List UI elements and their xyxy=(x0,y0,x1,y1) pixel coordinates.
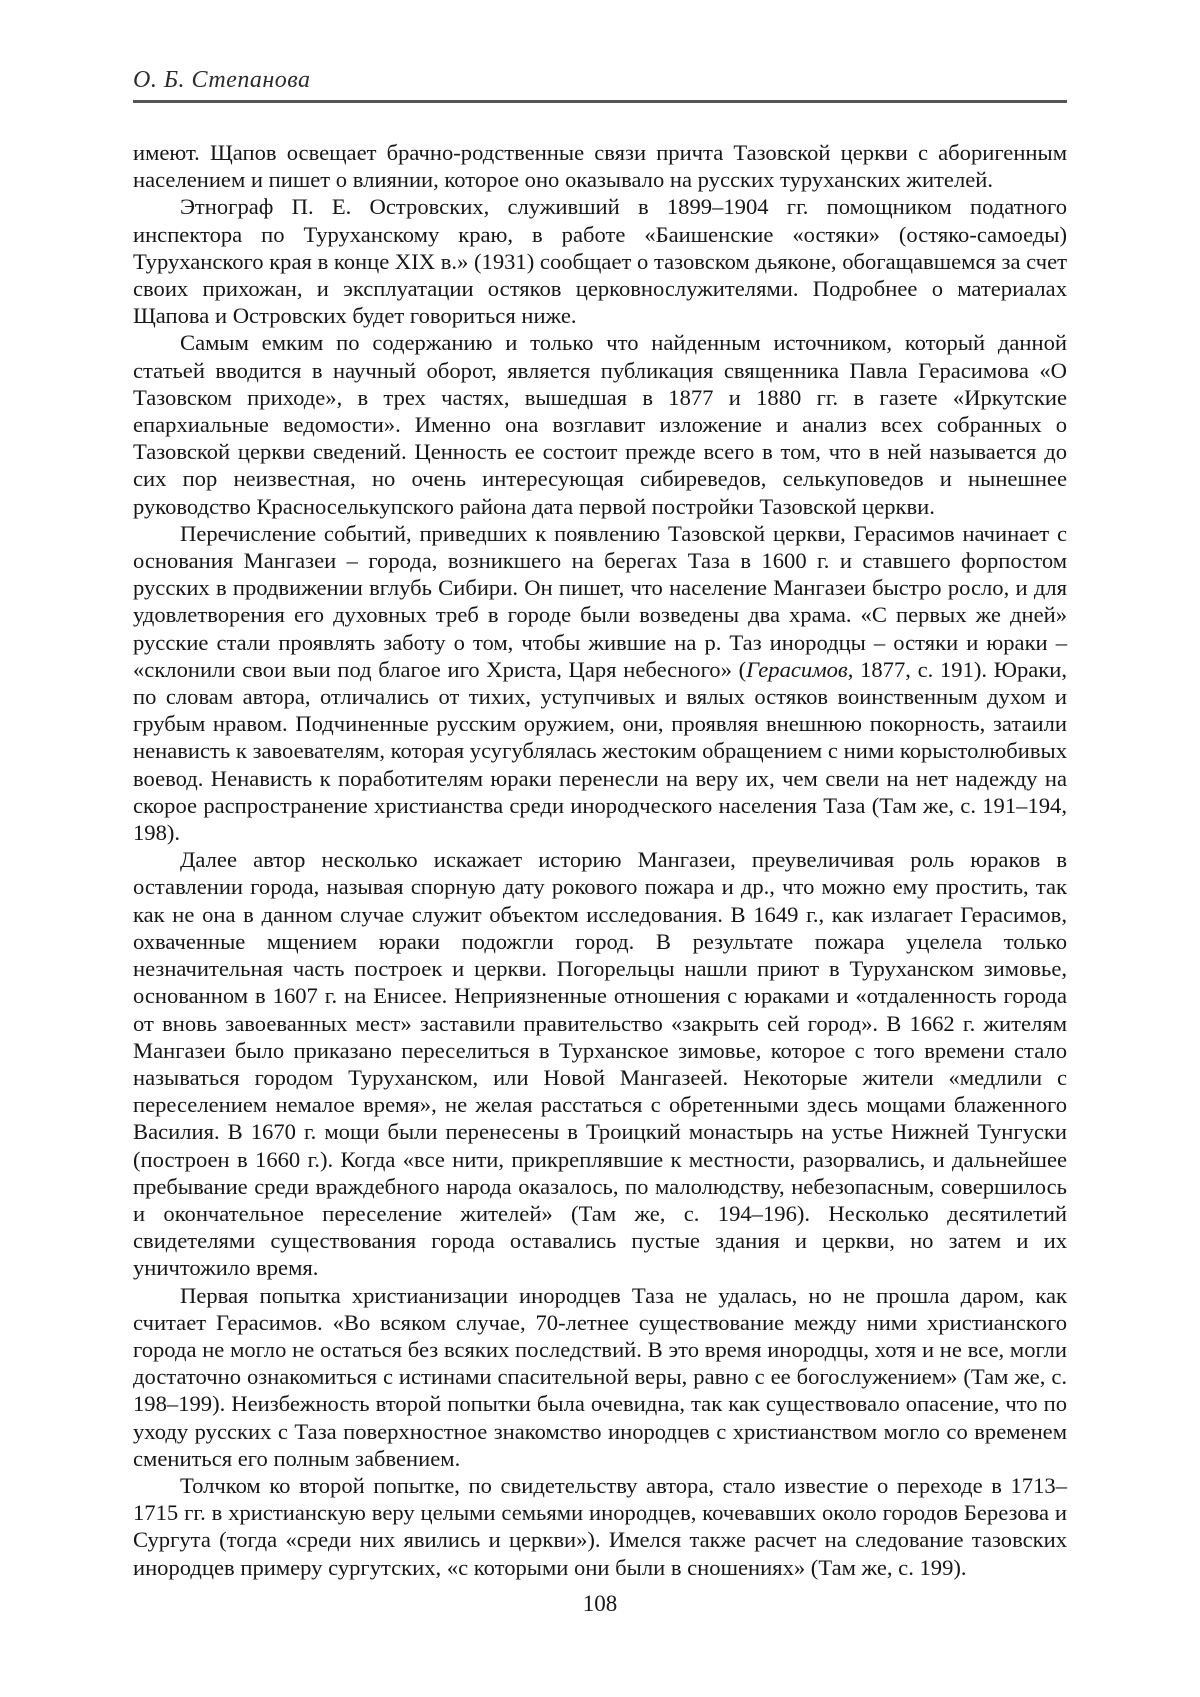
paragraph xyxy=(133,1282,1067,1472)
paragraph xyxy=(133,139,1067,193)
page-footer xyxy=(0,1590,1200,1617)
paragraph xyxy=(133,193,1067,329)
paragraph-text: Толчком ко второй попытке, по свидетельству автора, стало известие о переходе в 1713–1715 гг. в христианскую веру целыми семьями инородцев, кочевавших около городов Березова и Сургута (тогда «среди них явились и церкви»). Имелся также расчет на следование тазовских инородцев примеру сургутских, «с которыми они были в сношениях» (Там же, с. 199). xyxy=(133,1472,1067,1580)
paragraph-text: Перечисление событий, приведших к появлению Тазовской церкви, Герасимов начинает с основания Мангазеи – города, возникшего на берегах Таза в 1600 г. и ставшего форпостом русских в продвижении вглубь Сибири. Он пишет, что население Мангазеи быстро росло, и для удовлетворения его духовных треб в городе были возведены два храма. «С первых же дней» русские стали проявлять заботу о том, чтобы жившие на р. Таз инородцы – остяки и юраки – «склонили свои выи под благое иго Христа, Царя небесного» ( xyxy=(133,520,1067,682)
paragraph-text: Этнограф П. Е. Островских, служивший в 1899–1904 гг. помощником податного инспектора по Туруханскому краю, в работе «Баишенские «остяки» (остяко-самоеды) Туруханского края в конце XIX в.» (1931) сообщает о тазовском дьяконе, обогащавшемся за счет своих прихожан, и эксплуатации остяков церковнослужителями. Подробнее о материалах Щапова и Островских будет говориться ниже. xyxy=(133,194,1067,329)
page-body xyxy=(133,139,1067,1581)
paragraph-text: Первая попытка христианизации инородцев Таза не удалась, но не прошла даром, как считает Герасимов. «Во всяком случае, 70-летнее существование между ними христианского города не могло не остаться без всяких последствий. В это время инородцы, хотя и не все, могли достаточно ознакомиться с истинами спасительной веры, равно с ее богослужением» (Там же, с. 198–199). Неизбежность второй попытки была очевидна, так как существовало опасение, что по уходу русских с Таза поверхностное знакомство инородцев с христианством могло со временем смениться его полным забвением. xyxy=(133,1282,1067,1471)
paragraph xyxy=(133,520,1067,846)
paragraph xyxy=(133,1472,1067,1581)
running-header xyxy=(133,66,1067,103)
page-number: 108 xyxy=(582,1591,618,1616)
paragraph xyxy=(133,846,1067,1281)
paragraph-text: , 1877, с. 191). Юраки, по словам автора, отличались от тихих, уступчивых и вялых остяков воинственным духом и грубым нравом. Подчиненные русским оружием, они, проявляя внешнюю покорность, затаили ненависть к завоевателям, которая усугублялась жестоким обращением с ними корыстолюбивых воевод. Ненависть к поработителям юраки перенесли на веру их, чем свели на нет надежду на скорое распространение христианства среди инородческого населения Таза (Там же, с. 191–194, 198). xyxy=(133,656,1067,846)
running-header-author: О. Б. Степанова xyxy=(133,67,311,93)
paragraph-text: Далее автор несколько искажает историю Мангазеи, преувеличивая роль юраков в оставлении города, называя спорную дату рокового пожара и др., что можно ему простить, так как не она в данном случае служит объектом исследования. В 1649 г., как излагает Герасимов, охваченные мщением юраки подожгли город. В результате пожара уцелела только незначительная часть построек и церкви. Погорельцы нашли приют в Туруханском зимовье, основанном в 1607 г. на Енисее. Неприязненные отношения с юраками и «отдаленность города от вновь завоеванных мест» заставили правительство «закрыть сей город». В 1662 г. жителям Мангазеи было приказано переселиться в Турханское зимовье, которое с того времени стало называться городом Туруханском, или Новой Мангазеей. Некоторые жители «медлили с переселением немалое время», не желая расстаться с обретенными здесь мощами блаженного Василия. В 1670 г. мощи были перенесены в Троицкий монастырь на устье Нижней Тунгуски (построен в 1660 г.). Когда «все нити, прикреплявшие к местности, разорвались, и дальнейшее пребывание среди враждебного народа оказалось, по малолюдству, небезопасным, совершилось и окончательное переселение жителей» (Там же, с. 194–196). Несколько десятилетий свидетелями существования города оставались пустые здания и церкви, но затем и их уничтожило время. xyxy=(133,847,1067,1281)
paragraph-text: имеют. Щапов освещает брачно-родственные связи причта Тазовской церкви с аборигенным населением и пишет о влиянии, которое оно оказывало на русских туруханских жителей. xyxy=(133,140,1067,193)
citation-author-italic: Герасимов xyxy=(746,656,848,682)
paragraph xyxy=(133,329,1067,519)
paragraph-text: Самым емким по содержанию и только что найденным источником, который данной статьей вводится в научный оборот, является публикация священника Павла Герасимова «О Тазовском приходе», в трех частях, вышедшая в 1877 и 1880 гг. в газете «Иркутские епархиальные ведомости». Именно она возглавит изложение и анализ всех собранных о Тазовской церкви сведений. Ценность ее состоит прежде всего в том, что в ней называется до сих пор неизвестная, но очень интересующая сибиреведов, селькуповедов и нынешнее руководство Красноселькупского района дата первой постройки Тазовской церкви. xyxy=(133,330,1067,519)
